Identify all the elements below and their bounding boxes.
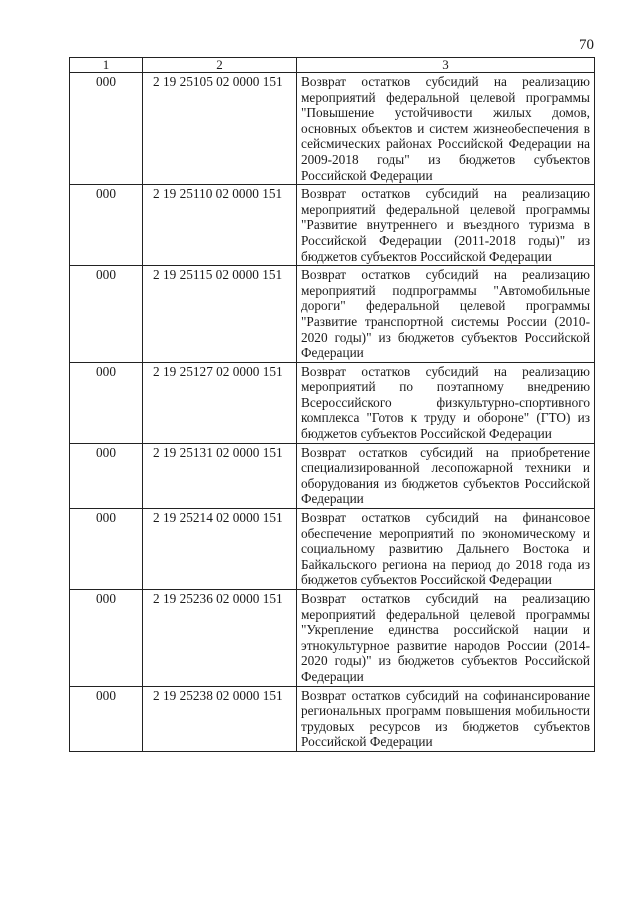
table-row (70, 185, 595, 266)
header-col-1: 1 (70, 58, 143, 73)
table-row (70, 686, 595, 751)
table-row (70, 509, 595, 590)
description-cell: Возврат остатков субсидий на софинансирование региональных программ повышения мобильности трудовых ресурсов из бюджетов субъектов Российской Федерации (297, 686, 595, 751)
description-cell: Возврат остатков субсидий на приобретение специализированной лесопожарной техники и оборудования из бюджетов субъектов Российской Федерации (297, 443, 595, 508)
description-cell: Возврат остатков субсидий на реализацию мероприятий федеральной целевой программы "Укрепление единства российской нации и этнокультурное развитие народов России (2014-2020 годы)" из бюджетов субъектов Российской Федерации (297, 590, 595, 687)
table-row (70, 362, 595, 443)
budget-code-cell: 2 19 25105 02 0000 151 (143, 73, 297, 185)
budget-codes-table (69, 57, 595, 752)
budget-code-cell: 2 19 25238 02 0000 151 (143, 686, 297, 751)
description-cell: Возврат остатков субсидий на реализацию мероприятий подпрограммы "Автомобильные дороги" федеральной целевой программы "Развитие транспортной системы России (2010-2020 годы)" из бюджетов субъектов Российской Федерации (297, 266, 595, 363)
table-row (70, 590, 595, 687)
description-cell: Возврат остатков субсидий на реализацию мероприятий федеральной целевой программы "Развитие внутреннего и въездного туризма в Российской Федерации (2011-2018 годы)" из бюджетов субъектов Российской Федерации (297, 185, 595, 266)
description-cell: Возврат остатков субсидий на реализацию мероприятий по поэтапному внедрению Всероссийского физкультурно-спортивного комплекса "Готов к труду и обороне" (ГТО) из бюджетов субъектов Российской Федерации (297, 362, 595, 443)
admin-code-cell: 000 (70, 362, 143, 443)
budget-code-cell: 2 19 25110 02 0000 151 (143, 185, 297, 266)
table-row (70, 443, 595, 508)
admin-code-cell: 000 (70, 443, 143, 508)
budget-code-cell: 2 19 25131 02 0000 151 (143, 443, 297, 508)
page-number: 70 (579, 37, 594, 53)
budget-code-cell: 2 19 25214 02 0000 151 (143, 509, 297, 590)
table-row (70, 266, 595, 363)
table-row (70, 73, 595, 185)
description-cell: Возврат остатков субсидий на финансовое обеспечение мероприятий по экономическому и социальному развитию Дальнего Востока и Байкальского региона на период до 2018 года из бюджетов субъектов Российской Федерации (297, 509, 595, 590)
header-col-2: 2 (143, 58, 297, 73)
budget-code-cell: 2 19 25127 02 0000 151 (143, 362, 297, 443)
admin-code-cell: 000 (70, 686, 143, 751)
budget-code-cell: 2 19 25236 02 0000 151 (143, 590, 297, 687)
budget-code-cell: 2 19 25115 02 0000 151 (143, 266, 297, 363)
description-cell: Возврат остатков субсидий на реализацию мероприятий федеральной целевой программы "Повышение устойчивости жилых домов, основных объектов и систем жизнеобеспечения в сейсмических районах Российской Федерации на 2009-2018 годы" из бюджетов субъектов Российской Федерации (297, 73, 595, 185)
admin-code-cell: 000 (70, 73, 143, 185)
table-header-row (70, 58, 595, 73)
header-col-3: 3 (297, 58, 595, 73)
admin-code-cell: 000 (70, 185, 143, 266)
admin-code-cell: 000 (70, 266, 143, 363)
admin-code-cell: 000 (70, 509, 143, 590)
admin-code-cell: 000 (70, 590, 143, 687)
